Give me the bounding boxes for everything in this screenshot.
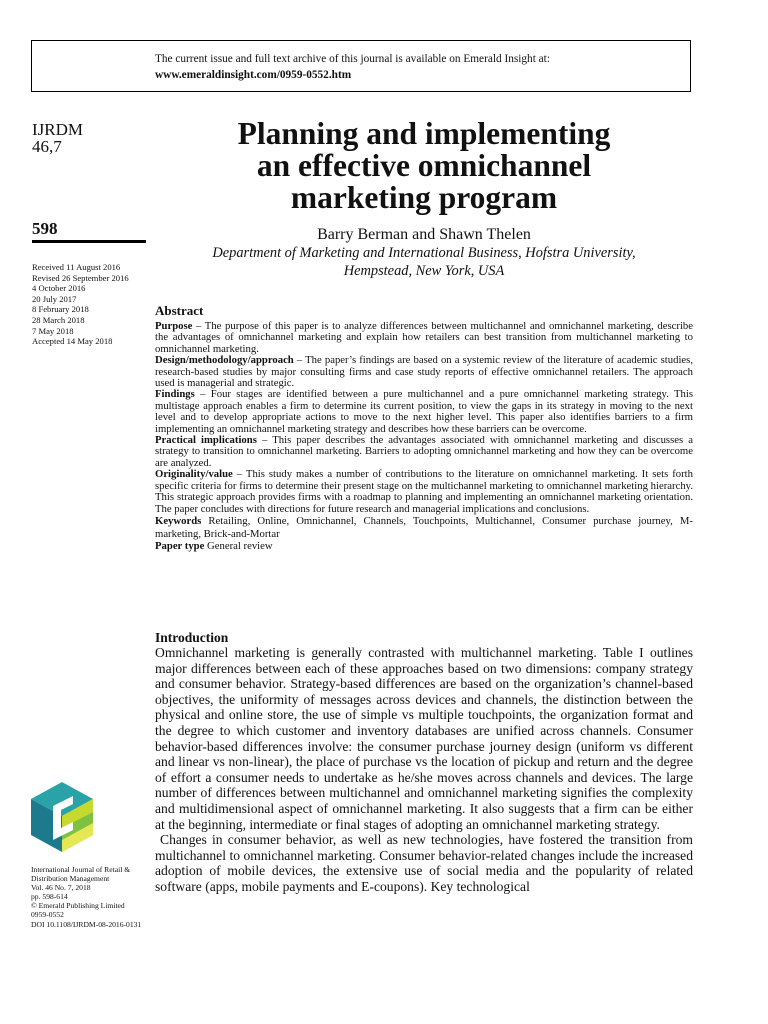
paper-type-text: General review [204,539,273,552]
keywords [155,515,693,541]
paper-type-label: Paper type [155,539,205,552]
abstract-label: Purpose [155,320,193,332]
abstract-section-implications [155,435,693,469]
citation-line: Distribution Management [31,874,110,884]
history-item: 20 July 2017 [32,293,77,304]
citation-line: © Emerald Publishing Limited [31,901,125,911]
emerald-logo-icon [31,782,93,852]
abstract-section-purpose [155,321,693,355]
volume-issue: 46,7 [32,137,62,156]
history-item: Revised 26 September 2016 [32,272,129,283]
abstract-text: – The paper’s findings are based on a systemic review of the literature of academic studies, research-based studies by major consulting firms and case study reports of effective omnichannel retailers. The approach used is managerial and strategic. [155,354,693,390]
abstract-label: Originality/value [155,468,233,481]
abstract-text: – This paper describes the advantages associated with omnichannel marketing and discusses a strategy to transition to omnichannel marketing. Barriers to adopting omnichannel marketing and how they can be overcome are analyzed. [155,434,694,469]
author-affiliation [155,245,693,280]
citation-line: 0959-0552 [31,910,64,920]
history-item: 4 October 2016 [32,283,86,294]
journal-notice-box [31,40,691,92]
journal-url[interactable]: www.emeraldinsight.com/0959-0552.htm [155,69,352,81]
affiliation-line: Hempstead, New York, USA [343,262,505,279]
journal-citation [31,865,141,929]
citation-line: International Journal of Retail & [31,865,131,874]
abstract-body [155,321,693,552]
page-number: 598 [32,219,58,238]
citation-line: DOI 10.1108/IJRDM-08-2016-0131 [31,919,142,929]
citation-line: Vol. 46 No. 7, 2018 [31,883,91,893]
article-authors: Barry Berman and Shawn Thelen [317,226,531,243]
abstract-label: Findings [155,388,195,401]
abstract-section-design [155,355,693,389]
body-paragraph: Omnichannel marketing is generally contrasted with multichannel marketing. Table I outlines major differences between each of these approaches based on two dimensions: company strategy and consumer behavior. Strategy-based differences are based on the organization’s channel-based objectives, the uniformity of messages across devices and channels, the distinction between the physical and online store, the use of simple vs multiple touchpoints, the organization format and the degree to which customer and inventory databases are unified across channels. Consumer behavior-based differences involve: the consumer purchase journey design (uniform vs different and linear vs non-linear), the place of purchase vs the location of pickup and return and the degree of effort a consumer needs to undertake as he/she moves across channels and devices. The large number of differences between multichannel and omnichannel marketing signifies the complexity and multidimensional aspect of omnichannel marketing. It also suggests that a firm can be either at the beginning, intermediate or final stages of adopting an omnichannel marketing strategy. [155,645,693,832]
page-rule-divider [32,240,146,243]
abstract-heading: Abstract [155,303,204,318]
history-item: Received 11 August 2016 [32,262,121,272]
journal-abbrev: IJRDM [32,120,84,139]
abstract-text: – The purpose of this paper is to analyze differences between multichannel and omnichannel marketing, describe the advantages of omnichannel marketing and explain how retailers can best transition from multichannel marketing to omnichannel marketing. [155,320,693,355]
introduction-body [155,645,693,895]
keywords-text: Retailing, Online, Omnichannel, Channels, Touchpoints, Multichannel, Consumer purchase journey, M-marketing, Brick-and-Mortar [155,514,693,540]
abstract-text: – Four stages are identified between a pure multichannel and a pure omnichannel marketing strategy. This multistage approach enables a firm to determine its current position, to view the gaps in its strategy in moving to the next level and to develop appropriate actions to move to the next higher level. This paper also identifies barriers to a firm implementing an omnichannel marketing strategy and describes how these barriers can be overcome. [155,388,693,435]
history-item: 28 March 2018 [32,314,85,325]
journal-code [32,121,83,155]
abstract-label: Design/methodology/approach [155,354,294,367]
title-line: marketing program [290,180,558,215]
paper-type [155,541,693,552]
history-item: 7 May 2018 [32,325,74,336]
article-title [155,118,693,214]
abstract-section-originality [155,469,693,515]
submission-history [32,262,129,347]
body-paragraph: Changes in consumer behavior, as well as new technologies, have fostered the transition from multichannel to omnichannel marketing. Consumer behavior-related changes include the increased adoption of mobile devices, the extensive use of social media and the popularity of related software (apps, mobile payments and E-coupons). Key technological [155,832,693,894]
citation-line: pp. 598-614 [31,892,68,902]
history-item: 8 February 2018 [32,304,89,315]
abstract-text: – This study makes a number of contributions to the literature on omnichannel marketing. It sets forth specific criteria for firms to determine their present stage on the multichannel marketing to omnichannel marketing hierarchy. This strategic approach provides firms with a roadmap to planning and implementing an omnichannel marketing orientation. The paper concludes with directions for future research and managerial implications and conclusions. [155,468,693,515]
abstract-section-findings [155,389,693,435]
introduction-heading: Introduction [155,630,229,645]
title-line: Planning and implementing [237,116,611,151]
notice-text: The current issue and full text archive of this journal is available on Emerald Insight at: [155,53,550,65]
history-item: Accepted 14 May 2018 [32,336,113,347]
keywords-label: Keywords [155,514,202,527]
title-line: an effective omnichannel [256,148,592,183]
abstract-label: Practical implications [155,434,257,447]
affiliation-line: Department of Marketing and International Business, Hofstra University, [212,245,636,261]
